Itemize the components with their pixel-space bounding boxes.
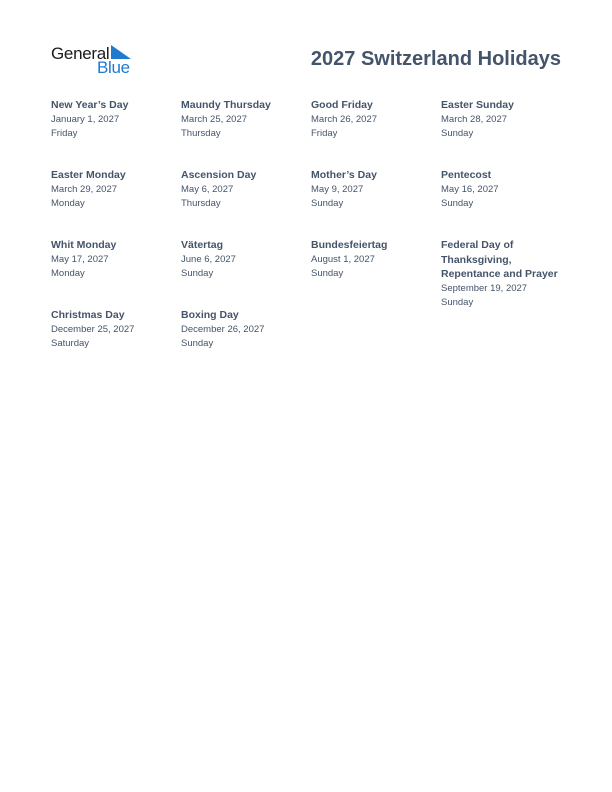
- holiday-item: [51, 98, 176, 141]
- holiday-name: Good Friday: [311, 99, 373, 111]
- holiday-item: [441, 168, 566, 211]
- holiday-weekday: Thursday: [181, 197, 221, 209]
- holiday-date: March 25, 2027: [181, 113, 248, 125]
- holiday-weekday: Sunday: [311, 267, 344, 279]
- holiday-item: [181, 168, 306, 211]
- holiday-item: [51, 238, 176, 281]
- holiday-name: Easter Sunday: [441, 99, 514, 111]
- holiday-item: [311, 168, 436, 211]
- holiday-date: March 26, 2027: [311, 113, 378, 125]
- holiday-name: Federal Day of Thanksgiving, Repentance and Prayer: [441, 239, 558, 280]
- holiday-date: March 28, 2027: [441, 113, 508, 125]
- holiday-item: [181, 308, 306, 351]
- holiday-weekday: Sunday: [311, 197, 344, 209]
- holiday-weekday: Thursday: [181, 127, 221, 139]
- holiday-item: [311, 238, 436, 281]
- holiday-weekday: Sunday: [441, 127, 474, 139]
- holiday-weekday: Sunday: [441, 197, 474, 209]
- holiday-name: New Year’s Day: [51, 99, 129, 111]
- page-title: 2027 Switzerland Holidays: [310, 48, 561, 70]
- holiday-weekday: Sunday: [441, 296, 474, 308]
- holiday-date: March 29, 2027: [51, 183, 118, 195]
- logo-triangle-icon: [111, 45, 131, 59]
- holiday-weekday: Friday: [311, 127, 338, 139]
- holiday-name: Vätertag: [181, 239, 224, 251]
- holiday-date: May 16, 2027: [441, 183, 499, 195]
- generalblue-logo: [51, 44, 141, 78]
- holiday-name: Pentecost: [441, 169, 492, 181]
- holiday-item: [181, 238, 306, 281]
- holiday-date: June 6, 2027: [181, 253, 236, 265]
- holiday-date: December 26, 2027: [181, 323, 265, 335]
- holiday-weekday: Friday: [51, 127, 78, 139]
- holiday-weekday: Sunday: [181, 267, 214, 279]
- logo-word-general: General: [51, 44, 110, 63]
- holiday-name: Bundesfeiertag: [311, 239, 388, 251]
- holiday-name: Easter Monday: [51, 169, 126, 181]
- holiday-weekday: Monday: [51, 267, 85, 279]
- holiday-date: December 25, 2027: [51, 323, 135, 335]
- holiday-date: May 9, 2027: [311, 183, 364, 195]
- holiday-date: January 1, 2027: [51, 113, 120, 125]
- holiday-weekday: Monday: [51, 197, 85, 209]
- holiday-weekday: Sunday: [181, 337, 214, 349]
- holiday-item: [51, 308, 176, 351]
- holiday-name: Christmas Day: [51, 309, 125, 321]
- holiday-date: May 17, 2027: [51, 253, 109, 265]
- holiday-item: [441, 98, 566, 141]
- holiday-name: Boxing Day: [181, 309, 239, 321]
- holiday-name: Maundy Thursday: [181, 99, 271, 111]
- holiday-item: [51, 168, 176, 211]
- holiday-name: Ascension Day: [181, 169, 257, 181]
- holiday-name: Mother’s Day: [311, 169, 377, 181]
- holiday-weekday: Saturday: [51, 337, 90, 349]
- logo-word-blue: Blue: [97, 58, 130, 77]
- holiday-date: May 6, 2027: [181, 183, 234, 195]
- holiday-date: August 1, 2027: [311, 253, 375, 265]
- holiday-item: [441, 238, 573, 310]
- holiday-item: [311, 98, 436, 141]
- holiday-item: [181, 98, 306, 141]
- holiday-date: September 19, 2027: [441, 282, 528, 294]
- holiday-name: Whit Monday: [51, 239, 117, 251]
